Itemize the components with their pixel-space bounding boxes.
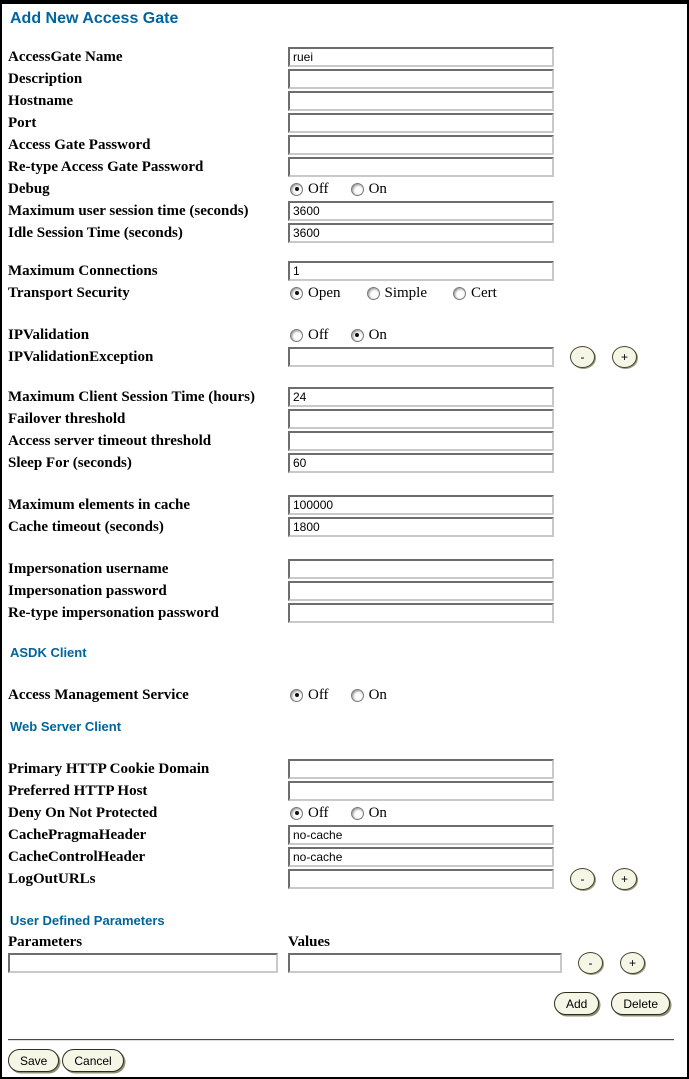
max-user-session-time-label: Maximum user session time (seconds): [8, 202, 249, 219]
access-server-timeout-threshold-label: Access server timeout threshold: [8, 432, 212, 449]
form-row-access-server-timeout-threshold: [8, 430, 687, 452]
radio-icon[interactable]: [351, 807, 364, 820]
access-server-timeout-threshold-input[interactable]: [288, 431, 554, 451]
form-row-preferred-http-host: [8, 780, 687, 802]
debug-label: Debug: [8, 180, 50, 197]
accessgate-name-input[interactable]: [288, 47, 554, 67]
ip-validation-on-label: On: [368, 326, 387, 343]
form-row-impersonation-username: [8, 558, 687, 580]
add-button[interactable]: Add: [554, 992, 599, 1015]
radio-icon[interactable]: [453, 287, 466, 300]
form-row-accessgate-name: [8, 46, 687, 68]
access-management-service-on-option[interactable]: [351, 687, 387, 704]
form-row-transport-security: [8, 282, 687, 304]
logout-urls-label: LogOutURLs: [8, 870, 96, 887]
hostname-label: Hostname: [8, 92, 73, 109]
parameter-actions: [8, 992, 687, 1015]
transport-security-open-option[interactable]: [290, 285, 341, 302]
deny-on-not-protected-off-option[interactable]: [290, 805, 329, 822]
ip-validation-exception-add-button[interactable]: +: [612, 346, 637, 368]
retype-impersonation-password-label: Re-type impersonation password: [8, 604, 219, 621]
form-row-logout-urls: [8, 868, 687, 890]
form-row-hostname: [8, 90, 687, 112]
parameter-add-button[interactable]: +: [620, 952, 645, 974]
ip-validation-off-label: Off: [308, 326, 329, 343]
debug-on-label: On: [368, 180, 387, 197]
spacer: [8, 664, 687, 684]
form-row-access-gate-password: [8, 134, 687, 156]
form-row-ip-validation-exception: [8, 346, 687, 368]
access-management-service-off-label: Off: [308, 686, 329, 703]
cache-pragma-header-label: CachePragmaHeader: [8, 826, 147, 843]
debug-off-label: Off: [308, 180, 329, 197]
form-row-deny-on-not-protected: [8, 802, 687, 824]
primary-http-cookie-domain-input[interactable]: [288, 759, 554, 779]
transport-security-label: Transport Security: [8, 284, 130, 301]
spacer: [8, 474, 687, 494]
ip-validation-on-option[interactable]: [351, 327, 387, 344]
failover-threshold-input[interactable]: [288, 409, 554, 429]
spacer: [8, 304, 687, 324]
ip-validation-label: IPValidation: [8, 326, 90, 343]
transport-security-simple-option[interactable]: [367, 285, 428, 302]
form-row-maximum-connections: [8, 260, 687, 282]
spacer: [8, 706, 687, 716]
page-title: Add New Access Gate: [10, 10, 179, 27]
ip-validation-exception-remove-button[interactable]: -: [570, 346, 595, 368]
debug-off-option[interactable]: [290, 181, 329, 198]
form-row-port: [8, 112, 687, 134]
radio-icon[interactable]: [351, 689, 364, 702]
radio-icon[interactable]: [290, 807, 303, 820]
impersonation-username-label: Impersonation username: [8, 560, 169, 577]
cache-control-header-label: CacheControlHeader: [8, 848, 146, 865]
spacer: [8, 738, 687, 758]
form-row-debug: [8, 178, 687, 200]
description-label: Description: [8, 70, 83, 87]
form-row-impersonation-password: [8, 580, 687, 602]
delete-button[interactable]: Delete: [611, 992, 670, 1015]
form-row-failover-threshold: [8, 408, 687, 430]
radio-icon[interactable]: [290, 689, 303, 702]
sleep-for-label: Sleep For (seconds): [8, 454, 132, 471]
port-label: Port: [8, 114, 37, 131]
idle-session-time-label: Idle Session Time (seconds): [8, 224, 183, 241]
primary-http-cookie-domain-label: Primary HTTP Cookie Domain: [8, 760, 210, 777]
maximum-connections-label: Maximum Connections: [8, 262, 158, 279]
spacer: [8, 624, 687, 642]
form-row-max-elements-in-cache: [8, 494, 687, 516]
user-defined-parameters-heading: User Defined Parameters: [10, 913, 165, 928]
save-button[interactable]: Save: [8, 1049, 59, 1072]
hostname-input[interactable]: [288, 91, 554, 111]
cache-timeout-label: Cache timeout (seconds): [8, 518, 164, 535]
max-elements-in-cache-label: Maximum elements in cache: [8, 496, 191, 513]
max-client-session-time-input[interactable]: [288, 387, 554, 407]
accessgate-name-label: AccessGate Name: [8, 48, 123, 65]
max-elements-in-cache-input[interactable]: [288, 495, 554, 515]
description-input[interactable]: [288, 69, 554, 89]
max-user-session-time-input[interactable]: [288, 201, 554, 221]
radio-icon[interactable]: [290, 329, 303, 342]
spacer: [8, 244, 687, 260]
form-actions: [8, 1049, 687, 1072]
access-gate-password-input[interactable]: [288, 135, 554, 155]
form-row-primary-http-cookie-domain: [8, 758, 687, 780]
radio-icon[interactable]: [367, 287, 380, 300]
spacer: [8, 368, 687, 386]
retype-impersonation-password-input[interactable]: [288, 603, 554, 623]
cancel-button[interactable]: Cancel: [62, 1049, 123, 1072]
divider: [8, 1039, 674, 1041]
web-server-client-heading: Web Server Client: [10, 719, 122, 734]
form-row-cache-timeout: [8, 516, 687, 538]
preferred-http-host-label: Preferred HTTP Host: [8, 782, 148, 799]
debug-on-option[interactable]: [351, 181, 387, 198]
idle-session-time-input[interactable]: [288, 223, 554, 243]
ip-validation-off-option[interactable]: [290, 327, 329, 344]
preferred-http-host-input[interactable]: [288, 781, 554, 801]
form-row-cache-pragma-header: [8, 824, 687, 846]
spacer: [8, 890, 687, 910]
form-row-idle-session-time: [8, 222, 687, 244]
logout-urls-add-button[interactable]: +: [612, 868, 637, 890]
form-row-retype-impersonation-password: [8, 602, 687, 624]
logout-urls-input[interactable]: [288, 869, 554, 889]
access-management-service-on-label: On: [368, 686, 387, 703]
deny-on-not-protected-on-option[interactable]: [351, 805, 387, 822]
impersonation-password-input[interactable]: [288, 581, 554, 601]
form-row-description: [8, 68, 687, 90]
impersonation-password-label: Impersonation password: [8, 582, 167, 599]
radio-icon[interactable]: [290, 287, 303, 300]
failover-threshold-label: Failover threshold: [8, 410, 126, 427]
user-defined-parameters-row: [8, 952, 687, 974]
form-row-sleep-for: [8, 452, 687, 474]
form-row-ip-validation: [8, 324, 687, 346]
parameters-column-label: Parameters: [8, 933, 83, 950]
deny-on-not-protected-label: Deny On Not Protected: [8, 804, 158, 821]
cache-timeout-input[interactable]: [288, 517, 554, 537]
retype-access-gate-password-input[interactable]: [288, 157, 554, 177]
transport-security-cert-label: Cert: [471, 284, 497, 301]
form-row-max-client-session-time: [8, 386, 687, 408]
spacer: [8, 538, 687, 558]
access-management-service-label: Access Management Service: [8, 686, 189, 703]
radio-icon[interactable]: [351, 183, 364, 196]
impersonation-username-input[interactable]: [288, 559, 554, 579]
sleep-for-input[interactable]: [288, 453, 554, 473]
asdk-client-heading: ASDK Client: [10, 645, 87, 660]
port-input[interactable]: [288, 113, 554, 133]
access-gate-password-label: Access Gate Password: [8, 136, 151, 153]
maximum-connections-input[interactable]: [288, 261, 554, 281]
values-column-label: Values: [288, 933, 330, 950]
radio-icon[interactable]: [351, 329, 364, 342]
logout-urls-remove-button[interactable]: -: [570, 868, 595, 890]
access-management-service-off-option[interactable]: [290, 687, 329, 704]
retype-access-gate-password-label: Re-type Access Gate Password: [8, 158, 204, 175]
parameter-remove-button[interactable]: -: [578, 952, 603, 974]
spacer: [8, 28, 687, 46]
form-row-cache-control-header: [8, 846, 687, 868]
form-row-retype-access-gate-password: [8, 156, 687, 178]
deny-on-not-protected-on-label: On: [368, 804, 387, 821]
cache-pragma-header-input[interactable]: [288, 825, 554, 845]
user-defined-parameters-columns: [8, 932, 687, 952]
transport-security-open-label: Open: [308, 284, 341, 301]
parameter-input[interactable]: [8, 953, 278, 973]
form-row-access-management-service: [8, 684, 687, 706]
form-row-max-user-session-time: [8, 200, 687, 222]
cache-control-header-input[interactable]: [288, 847, 554, 867]
value-input[interactable]: [288, 953, 562, 973]
radio-icon[interactable]: [290, 183, 303, 196]
ip-validation-exception-input[interactable]: [288, 347, 554, 367]
transport-security-simple-label: Simple: [384, 284, 428, 301]
ip-validation-exception-label: IPValidationException: [8, 348, 154, 365]
deny-on-not-protected-off-label: Off: [308, 804, 329, 821]
max-client-session-time-label: Maximum Client Session Time (hours): [8, 388, 255, 405]
transport-security-cert-option[interactable]: [453, 285, 497, 302]
